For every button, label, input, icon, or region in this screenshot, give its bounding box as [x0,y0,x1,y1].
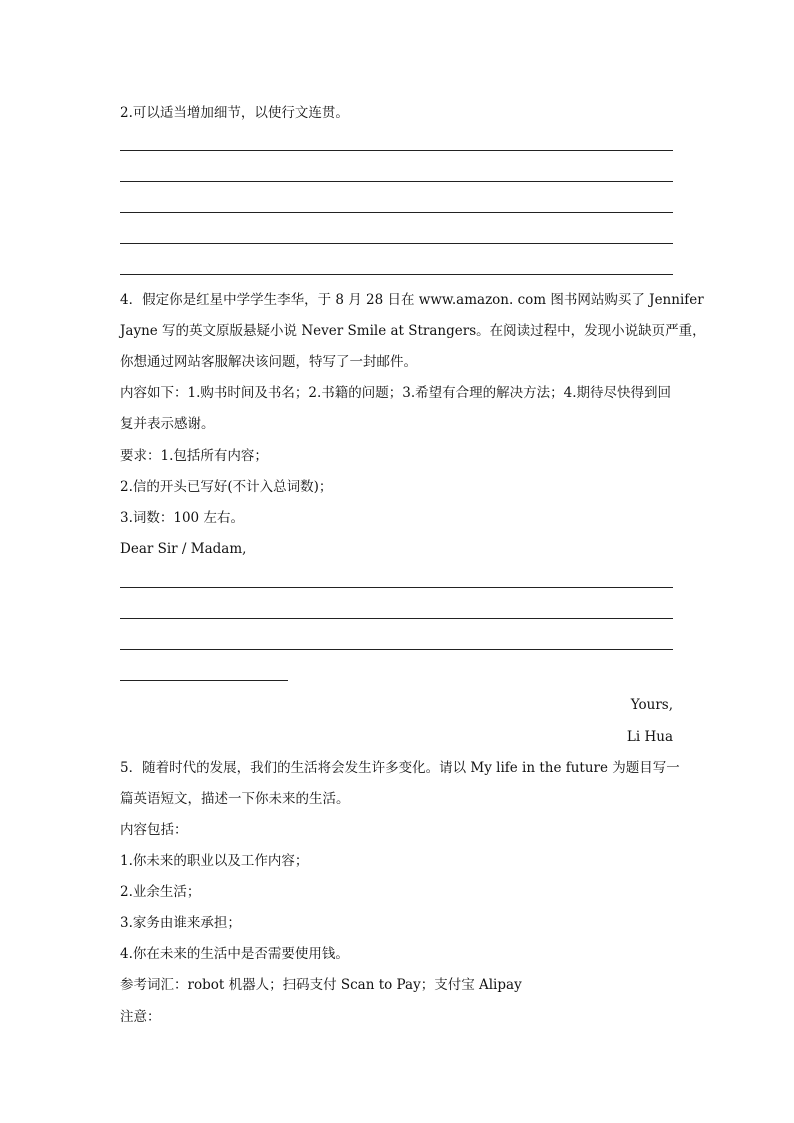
letter-salutation: Dear Sir / Madam, [120,541,247,557]
q5-item-2: 2.业余生活； [120,884,201,900]
writing-line [120,274,673,275]
writing-line [120,618,673,619]
q5-content-label: 内容包括： [120,822,188,838]
writing-line [120,150,673,151]
writing-line [120,181,673,182]
q5-vocabulary: 参考词汇：robot 机器人；扫码支付 Scan to Pay；支付宝 Alipay [120,977,522,993]
q5-prompt-line-2: 篇英语短文，描述一下你未来的生活。 [120,791,350,807]
q5-item-3: 3.家务由谁来承担； [120,915,241,931]
q5-item-4: 4.你在未来的生活中是否需要使用钱。 [120,946,349,962]
q4-prompt-line-3: 你想通过网站客服解决该问题，特写了一封邮件。 [120,354,417,370]
q4-content-line-1: 内容如下：1.购书时间及书名；2.书籍的问题；3.希望有合理的解决方法；4.期待尽快得到回 [120,385,672,401]
writing-line [120,649,673,650]
writing-line [120,243,673,244]
q5-prompt-line-1: 5．随着时代的发展，我们的生活将会发生许多变化。请以 My life in the future 为题目写一 [120,760,680,776]
q4-requirement-2: 2.信的开头已写好(不计入总词数)； [120,479,333,495]
q4-prompt-line-2: Jayne 写的英文原版悬疑小说 Never Smile at Strangers。在阅读过程中，发现小说缺页严重， [120,323,706,339]
q4-requirement-3: 3.词数：100 左右。 [120,510,244,526]
q5-notes-label: 注意： [120,1009,161,1025]
q4-prompt-line-1: 4．假定你是红星中学学生李华，于 8 月 28 日在 www.amazon. com 图书网站购买了 Jennifer [120,292,704,308]
q4-requirement-1: 要求：1.包括所有内容； [120,448,268,464]
q5-item-1: 1.你未来的职业以及工作内容； [120,853,309,869]
letter-closing: Yours, [630,697,673,713]
writing-line [120,587,673,588]
writing-line-short [120,680,288,681]
q4-content-line-2: 复并表示感谢。 [120,416,215,432]
letter-signature: Li Hua [626,729,673,745]
writing-line [120,212,673,213]
q3-instruction-2: 2.可以适当增加细节，以使行文连贯。 [120,105,349,121]
